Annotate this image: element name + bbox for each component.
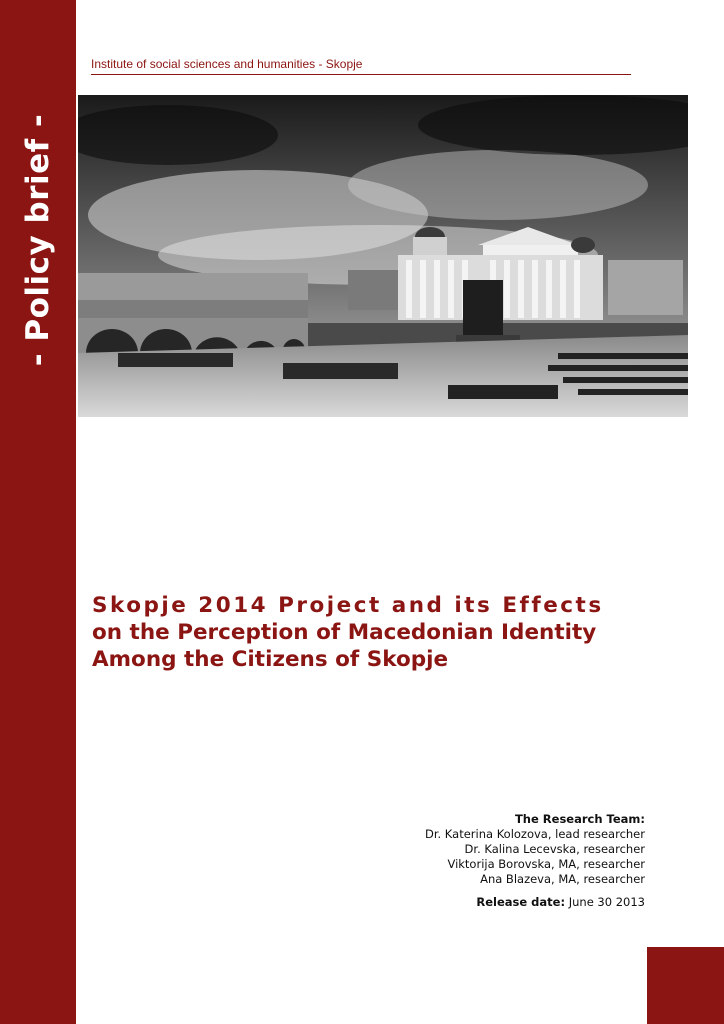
research-team-block xyxy=(425,812,645,910)
title-line-1: Skopje 2014 Project and its Effects xyxy=(92,593,604,618)
team-member: Dr. Katerina Kolozova, lead researcher xyxy=(424,827,645,841)
institute-header: Institute of social sciences and humanities - Skopje xyxy=(91,57,631,75)
sidebar-band xyxy=(0,0,76,1024)
policy-brief-label: - Policy brief - xyxy=(20,113,56,367)
report-title xyxy=(92,592,692,673)
corner-accent-block xyxy=(647,947,724,1024)
team-member: Dr. Kalina Lecevska, researcher xyxy=(464,842,645,856)
team-member: Viktorija Borovska, MA, researcher xyxy=(447,857,645,871)
title-line-2: on the Perception of Macedonian Identity xyxy=(92,620,597,645)
title-line-3: Among the Citizens of Skopje xyxy=(92,647,449,672)
team-heading: The Research Team: xyxy=(514,812,645,826)
release-date xyxy=(425,895,645,910)
release-value: June 30 2013 xyxy=(568,895,645,909)
cover-photo xyxy=(78,95,688,417)
release-label: Release date: xyxy=(476,895,566,909)
team-member: Ana Blazeva, MA, researcher xyxy=(480,872,645,886)
